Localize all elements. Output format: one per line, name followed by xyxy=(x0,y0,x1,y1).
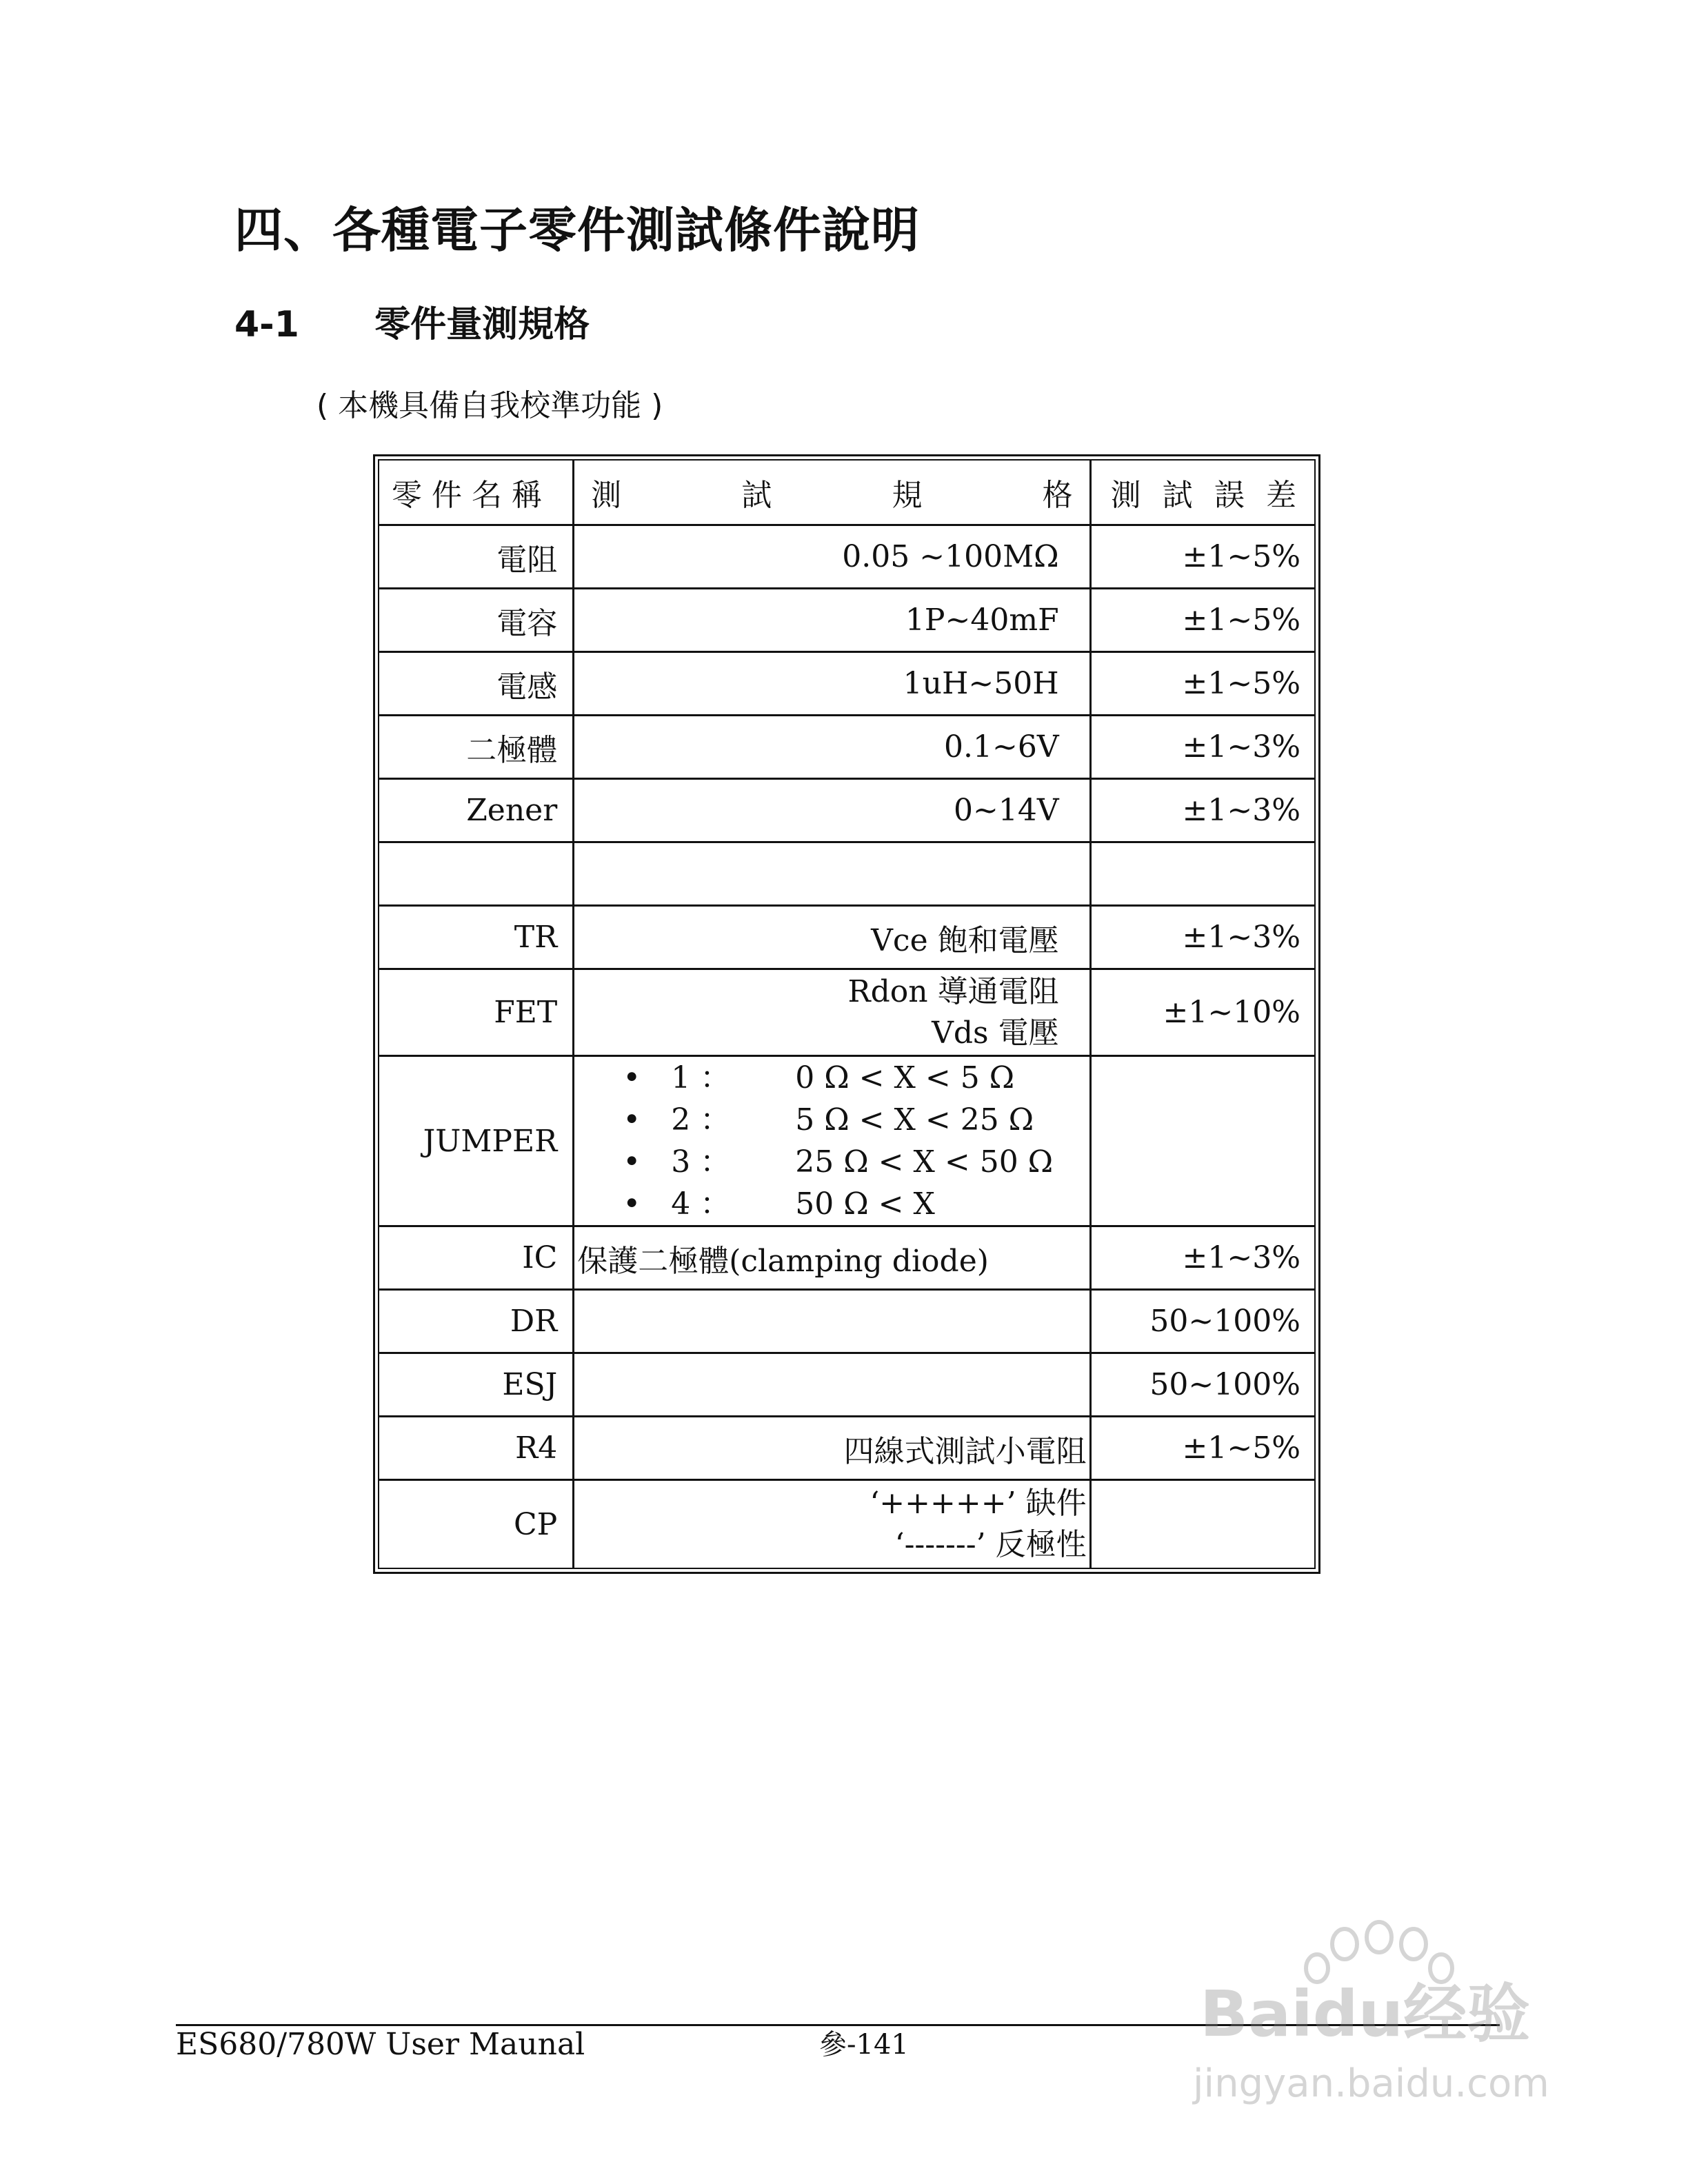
watermark xyxy=(1179,1917,1572,2144)
jumper-index: 2 ： xyxy=(671,1102,731,1138)
test-error: ±1~10% xyxy=(1092,970,1314,1057)
jumper-index: 4 ： xyxy=(671,1186,731,1222)
component-name: R4 xyxy=(379,1417,574,1481)
table-row xyxy=(379,1291,1314,1354)
jumper-conditions xyxy=(574,1057,1091,1227)
test-error: 50~100% xyxy=(1092,1354,1314,1417)
test-error xyxy=(1092,1481,1314,1568)
spec-line: Vds 電壓 xyxy=(932,1015,1059,1051)
test-error: 50~100% xyxy=(1092,1291,1314,1354)
component-name: 電感 xyxy=(379,653,574,716)
component-name: IC xyxy=(379,1227,574,1291)
component-name: 電容 xyxy=(379,589,574,653)
component-name xyxy=(379,843,574,907)
section-heading xyxy=(234,295,590,347)
watermark-brand: Baidu经验 xyxy=(1200,1977,1531,2051)
component-name: FET xyxy=(379,970,574,1057)
table-row-empty xyxy=(379,843,1314,907)
section-title: 零件量測規格 xyxy=(374,304,590,345)
note-close-paren: ) xyxy=(651,388,663,423)
component-name: 電阻 xyxy=(379,526,574,589)
bullet-icon: • xyxy=(623,1186,641,1222)
header-component-name: 零件名稱 xyxy=(379,461,574,526)
component-name: ESJ xyxy=(379,1354,574,1417)
test-spec xyxy=(574,970,1091,1057)
jumper-condition: 25 Ω < X < 50 Ω xyxy=(795,1144,1054,1180)
test-error: ±1~5% xyxy=(1092,1417,1314,1481)
table-row xyxy=(379,907,1314,970)
test-error xyxy=(1092,1057,1314,1227)
test-error: ±1~3% xyxy=(1092,780,1314,843)
spec-line: Rdon 導通電阻 xyxy=(847,973,1059,1009)
test-error: ±1~3% xyxy=(1092,907,1314,970)
jumper-condition: 50 Ω < X xyxy=(795,1186,935,1222)
header-spec-char: 試 xyxy=(741,478,772,513)
component-name: TR xyxy=(379,907,574,970)
header-error-char: 差 xyxy=(1265,478,1296,513)
component-name: JUMPER xyxy=(379,1057,574,1227)
list-item xyxy=(623,1141,1058,1183)
test-spec xyxy=(574,843,1091,907)
footer-manual-name: ES680/780W User Maunal xyxy=(176,2027,585,2062)
jumper-condition: 5 Ω < X < 25 Ω xyxy=(795,1102,1034,1138)
test-spec: 0.1~6V xyxy=(574,716,1091,780)
component-name: Zener xyxy=(379,780,574,843)
component-name: CP xyxy=(379,1481,574,1568)
table-row xyxy=(379,780,1314,843)
test-error: ±1~5% xyxy=(1092,589,1314,653)
test-error: ±1~5% xyxy=(1092,653,1314,716)
spec-line: ‘+++++’ 缺件 xyxy=(870,1486,1087,1521)
table-row-cp xyxy=(379,1481,1314,1568)
section-number: 4-1 xyxy=(234,304,299,345)
table-row xyxy=(379,589,1314,653)
table-row xyxy=(379,1354,1314,1417)
table-row-fet xyxy=(379,970,1314,1057)
table-row xyxy=(379,653,1314,716)
header-error-char: 誤 xyxy=(1214,478,1245,513)
table-row xyxy=(379,716,1314,780)
header-error-char: 試 xyxy=(1162,478,1193,513)
jumper-index: 1 ： xyxy=(671,1060,731,1095)
bullet-icon: • xyxy=(623,1144,641,1180)
header-spec-char: 測 xyxy=(591,478,622,513)
bullet-icon: • xyxy=(623,1060,641,1095)
table-row xyxy=(379,1417,1314,1481)
test-error: ±1~3% xyxy=(1092,1227,1314,1291)
jumper-index: 3 ： xyxy=(671,1144,731,1180)
header-spec-char: 格 xyxy=(1042,478,1073,513)
calibration-note xyxy=(307,381,672,425)
note-text: 本機具備自我校準功能 xyxy=(338,388,642,423)
header-test-error xyxy=(1092,461,1314,526)
table-row xyxy=(379,526,1314,589)
jumper-condition: 0 Ω < X < 5 Ω xyxy=(795,1060,1015,1095)
test-spec: 保護二極體(clamping diode) xyxy=(574,1227,1091,1291)
component-name: DR xyxy=(379,1291,574,1354)
test-error xyxy=(1092,843,1314,907)
table-header-row xyxy=(379,461,1314,526)
test-error: ±1~3% xyxy=(1092,716,1314,780)
component-name: 二極體 xyxy=(379,716,574,780)
header-spec-char: 規 xyxy=(892,478,923,513)
header-error-char: 測 xyxy=(1110,478,1141,513)
list-item xyxy=(623,1057,1058,1099)
bullet-icon: • xyxy=(623,1102,641,1138)
list-item xyxy=(623,1099,1058,1141)
test-error: ±1~5% xyxy=(1092,526,1314,589)
header-test-spec xyxy=(574,461,1091,526)
test-spec: 四線式測試小電阻 xyxy=(574,1417,1091,1481)
footer-page-number: 參-141 xyxy=(819,2029,909,2061)
test-spec xyxy=(574,1354,1091,1417)
page-title: 四、各種電子零件測試條件說明 xyxy=(234,202,920,259)
test-spec: 1P~40mF xyxy=(574,589,1091,653)
note-open-paren: ( xyxy=(316,388,329,423)
spec-line: ‘-------’ 反極性 xyxy=(894,1527,1087,1562)
test-spec xyxy=(574,1291,1091,1354)
test-spec: 0.05 ~100MΩ xyxy=(574,526,1091,589)
watermark-url: jingyan.baidu.com xyxy=(1193,2061,1549,2106)
test-spec xyxy=(574,1481,1091,1568)
table-row-jumper xyxy=(379,1057,1314,1227)
test-spec: Vce 飽和電壓 xyxy=(574,907,1091,970)
test-spec: 0~14V xyxy=(574,780,1091,843)
table-row xyxy=(379,1227,1314,1291)
list-item xyxy=(623,1183,1058,1225)
test-spec: 1uH~50H xyxy=(574,653,1091,716)
spec-table xyxy=(378,459,1316,1569)
